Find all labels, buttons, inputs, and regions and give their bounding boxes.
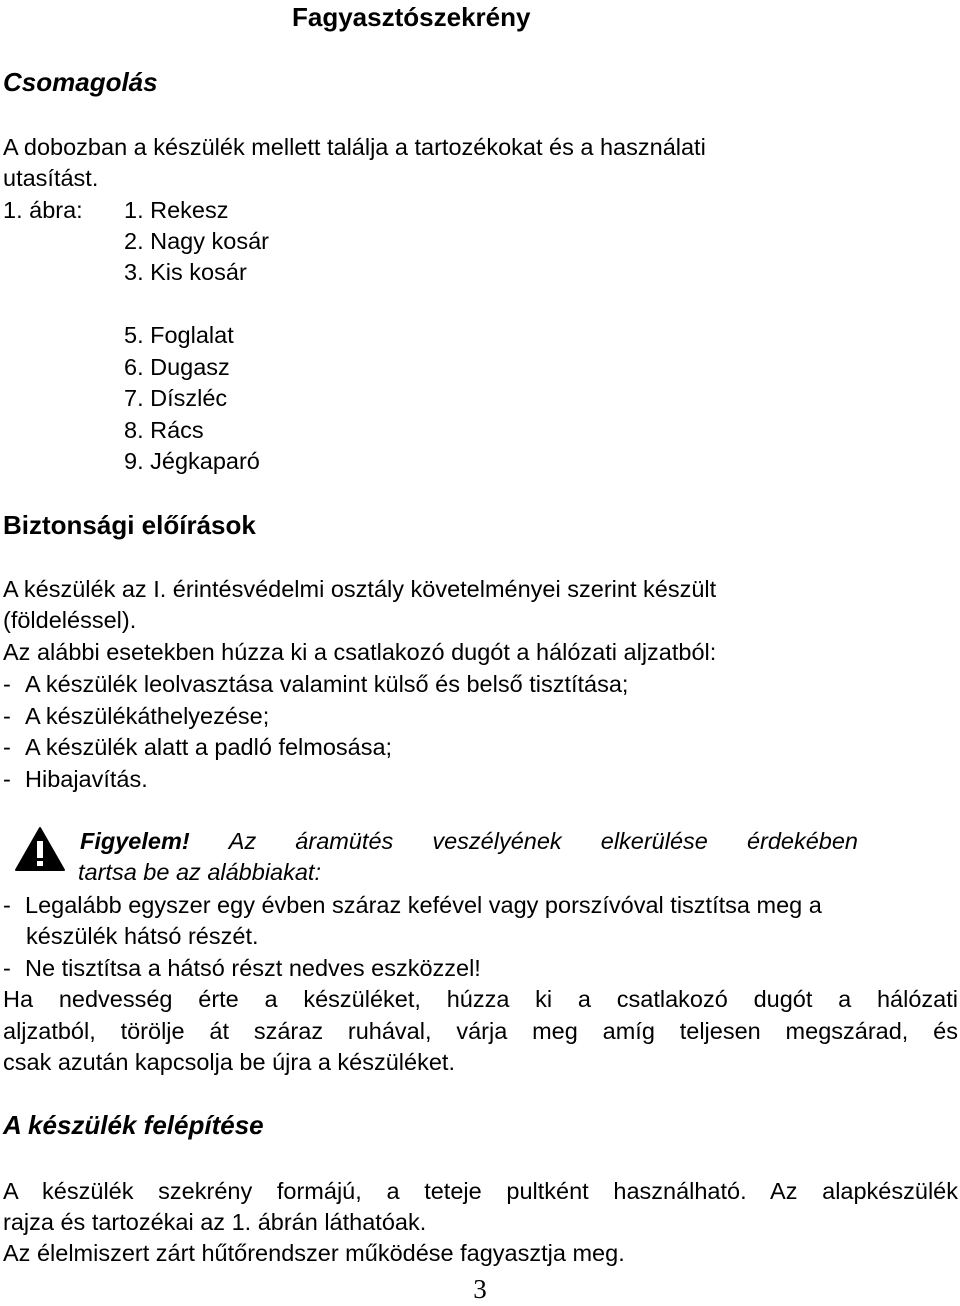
warning-text-continued: tartsa be az alábbiakat: (78, 859, 321, 885)
warning-heading (80, 826, 858, 856)
moisture-paragraph-line-3: csak azután kapcsolja be újra a készüléket. (3, 1049, 455, 1075)
unplug-list-item (3, 732, 392, 762)
accessory-item: 7. Díszléc (124, 385, 228, 411)
accessory-item: 8. Rács (124, 417, 204, 443)
page-number: 3 (473, 1274, 487, 1304)
unplug-list-item (3, 764, 148, 794)
unplug-item-text: A készülékáthelyezése; (25, 703, 270, 729)
figure-label: 1. ábra: (3, 197, 83, 223)
packaging-intro-line-1: A dobozban a készülék mellett találja a tartozékokat és a használati (3, 134, 706, 160)
cleaning-item-text: Ne tisztítsa a hátsó részt nedves eszközzel! (25, 955, 481, 981)
unplug-item-text: Hibajavítás. (25, 766, 148, 792)
accessory-item: 2. Nagy kosár (124, 228, 269, 254)
protection-class-line-2: (földeléssel). (3, 607, 137, 633)
page-title: Fagyasztószekrény (292, 2, 531, 32)
section-heading-safety: Biztonsági előírások (3, 510, 256, 540)
accessory-item: 9. Jégkaparó (124, 448, 260, 474)
packaging-intro-line-2: utasítást. (3, 165, 99, 191)
accessory-item: 3. Kis kosár (124, 259, 247, 285)
dash-bullet: - (3, 766, 11, 792)
accessory-item: 5. Foglalat (124, 322, 234, 348)
section-heading-structure: A készülék felépítése (3, 1110, 264, 1140)
cleaning-list-item (3, 890, 822, 920)
warning-triangle-icon (14, 826, 66, 872)
cleaning-list-item (3, 953, 481, 983)
unplug-list-item (3, 669, 628, 699)
accessory-item: 1. Rekesz (124, 197, 229, 223)
section-heading-packaging: Csomagolás (3, 67, 158, 97)
dash-bullet: - (3, 955, 11, 981)
moisture-paragraph-line-1: Ha nedvesség érte a készüléket, húzza ki a csatlakozó dugót a hálózati (3, 986, 958, 1012)
warning-text: Az áramütés veszélyének elkerülése érdekében (228, 828, 859, 854)
dash-bullet: - (3, 703, 11, 729)
unplug-list-item (3, 701, 269, 731)
structure-paragraph-line-2: rajza és tartozékai az 1. ábrán láthatóak. (3, 1209, 427, 1235)
unplug-intro: Az alábbi esetekben húzza ki a csatlakozó dugót a hálózati aljzatból: (3, 639, 717, 665)
dash-bullet: - (3, 892, 11, 918)
protection-class-line-1: A készülék az I. érintésvédelmi osztály követelményei szerint készült (3, 576, 717, 602)
unplug-item-text: A készülék alatt a padló felmosása; (25, 734, 393, 760)
moisture-paragraph-line-2: aljzatból, törölje át száraz ruhával, várja meg amíg teljesen megszárad, és (3, 1018, 958, 1044)
cleaning-item-text: Legalább egyszer egy évben száraz kefével vagy porszívóval tisztítsa meg a (25, 892, 822, 918)
structure-paragraph-line-1: A készülék szekrény formájú, a teteje pultként használható. Az alapkészülék (3, 1178, 958, 1204)
unplug-item-text: A készülék leolvasztása valamint külső és belső tisztítása; (25, 671, 629, 697)
dash-bullet: - (3, 734, 11, 760)
warning-label: Figyelem! (80, 828, 190, 854)
cleaning-item-continued: készülék hátsó részét. (26, 923, 259, 949)
accessory-item: 6. Dugasz (124, 354, 230, 380)
dash-bullet: - (3, 671, 11, 697)
structure-paragraph-line-3: Az élelmiszert zárt hűtőrendszer működése fagyasztja meg. (3, 1240, 625, 1266)
